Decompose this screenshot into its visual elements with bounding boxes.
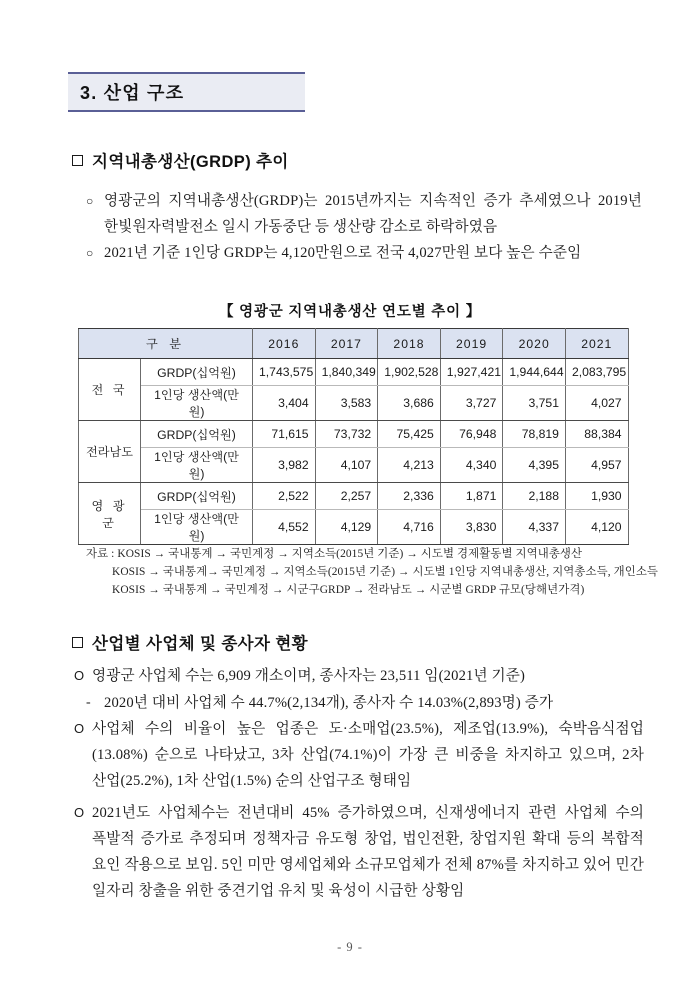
dash-bullet-icon: - xyxy=(86,695,91,710)
table-cell: 4,337 xyxy=(503,510,566,545)
table-cell: 4,716 xyxy=(378,510,441,545)
circle-bullet-icon: ○ xyxy=(86,246,94,260)
business-paragraph-2 xyxy=(74,716,644,794)
source-line: KOSIS → 국내통계→ 국민계정 → 지역소득(2015년 기준) → 시도별 1인당 지역내총생산, 지역총소득, 개인소득 xyxy=(112,566,659,578)
table-cell: 3,982 xyxy=(253,448,316,483)
business-paragraph-1-text: 영광군 사업체 수는 6,909 개소이며, 종사자는 23,511 임(2021년 기준) xyxy=(92,668,526,684)
table-cell: 1,944,644 xyxy=(503,359,566,386)
table-cell: 1,871 xyxy=(440,483,503,510)
table-row xyxy=(79,448,629,483)
table-row xyxy=(79,510,629,545)
table-rowgroup-label: 전 국 xyxy=(79,359,141,421)
grdp-table-head xyxy=(79,329,629,359)
table-cell: 1,840,349 xyxy=(315,359,378,386)
table-cell: 4,957 xyxy=(565,448,628,483)
square-bullet-icon xyxy=(72,637,83,648)
grdp-paragraph-1-text: 영광군의 지역내총생산(GRDP)는 2015년까지는 지속적인 증가 추세였으나 2019년 한빛원자력발전소 일시 가동중단 등 생산량 감소로 하락하였음 xyxy=(104,193,642,235)
table-cell: 4,027 xyxy=(565,386,628,421)
table-cell: 4,395 xyxy=(503,448,566,483)
table-header-year: 2020 xyxy=(503,329,566,359)
table-cell: 1,927,421 xyxy=(440,359,503,386)
table-item-label: 1인당 생산액(만원) xyxy=(141,386,253,421)
table-cell: 3,727 xyxy=(440,386,503,421)
business-paragraph-2-text: 사업체 수의 비율이 높은 업종은 도·소매업(23.5%), 제조업(13.9%), 숙박음식점업(13.08%) 순으로 나타났고, 3차 산업(74.1%)이 가장 큰 비중을 차지하고 있으며, 2차 산업(25.2%), 1차 산업(1.5%) 순의 산업구조 형태임 xyxy=(92,721,644,789)
business-paragraph-1 xyxy=(74,663,644,689)
table-cell: 78,819 xyxy=(503,421,566,448)
table-cell: 73,732 xyxy=(315,421,378,448)
table-cell: 1,930 xyxy=(565,483,628,510)
subheading-grdp xyxy=(72,148,289,172)
table-cell: 2,522 xyxy=(253,483,316,510)
table-rowgroup-label: 전라남도 xyxy=(79,421,141,483)
source-note xyxy=(86,545,659,599)
table-cell: 3,583 xyxy=(315,386,378,421)
circle-bullet-icon: O xyxy=(74,805,85,820)
table-cell: 75,425 xyxy=(378,421,441,448)
table-row xyxy=(79,386,629,421)
table-row xyxy=(79,359,629,386)
table-row xyxy=(79,483,629,510)
table-cell: 2,083,795 xyxy=(565,359,628,386)
grdp-table-wrapper xyxy=(78,328,628,545)
subheading-business-label: 산업별 사업체 및 종사자 현황 xyxy=(92,635,309,653)
business-paragraph-3-text: 2021년도 사업체수는 전년대비 45% 증가하였으며, 신재생에너지 관련 사업체 수의 폭발적 증가로 추정되며 정책자금 유도형 창업, 법인전환, 창업지원 확대 등의 복합적 요인 작용으로 보임. 5인 미만 영세업체와 소규모업체가 전체 87%를 차지하고 있어 민간 일자리 창출을 위한 중견기업 유치 및 육성이 시급한 상황임 xyxy=(92,805,644,899)
table-cell: 3,751 xyxy=(503,386,566,421)
table-cell: 4,129 xyxy=(315,510,378,545)
table-cell: 1,743,575 xyxy=(253,359,316,386)
table-cell: 3,830 xyxy=(440,510,503,545)
table-row xyxy=(79,421,629,448)
table-cell: 71,615 xyxy=(253,421,316,448)
table-cell: 4,552 xyxy=(253,510,316,545)
source-line: KOSIS → 국내통계 → 국민계정 → 시군구GRDP → 전라남도 → 시군별 GRDP 규모(당해년가격) xyxy=(112,584,585,596)
square-bullet-icon xyxy=(72,155,83,166)
table-rowgroup-label: 영 광 군 xyxy=(79,483,141,545)
table-header-year: 2018 xyxy=(378,329,441,359)
business-paragraph-3 xyxy=(74,800,644,904)
table-cell: 3,404 xyxy=(253,386,316,421)
table-item-label: GRDP(십억원) xyxy=(141,359,253,386)
table-item-label: 1인당 생산액(만원) xyxy=(141,448,253,483)
table-cell: 1,902,528 xyxy=(378,359,441,386)
table-header-year: 2021 xyxy=(565,329,628,359)
table-header-year: 2016 xyxy=(253,329,316,359)
source-line: 자료 : KOSIS → 국내통계 → 국민계정 → 지역소득(2015년 기준) → 시도별 경제활동별 지역내총생산 xyxy=(86,548,583,560)
grdp-table-body xyxy=(79,359,629,545)
grdp-paragraph-2 xyxy=(86,240,642,266)
table-header-year: 2017 xyxy=(315,329,378,359)
table-header-gubun: 구 분 xyxy=(79,329,253,359)
grdp-table xyxy=(78,328,629,545)
subheading-grdp-label: 지역내총생산(GRDP) 추이 xyxy=(92,153,289,171)
business-paragraph-1-sub-text: 2020년 대비 사업체 수 44.7%(2,134개), 종사자 수 14.03%(2,893명) 증가 xyxy=(104,695,554,711)
subheading-business xyxy=(72,630,308,654)
grdp-paragraph-2-text: 2021년 기준 1인당 GRDP는 4,120만원으로 전국 4,027만원 보다 높은 수준임 xyxy=(104,245,582,261)
table-item-label: GRDP(십억원) xyxy=(141,421,253,448)
table-title: 【 영광군 지역내총생산 연도별 추이 】 xyxy=(218,304,482,320)
grdp-paragraph-1 xyxy=(86,188,642,240)
circle-bullet-icon: O xyxy=(74,721,85,736)
business-paragraph-1-sub xyxy=(86,690,642,716)
table-item-label: GRDP(십억원) xyxy=(141,483,253,510)
table-cell: 2,336 xyxy=(378,483,441,510)
table-header-year: 2019 xyxy=(440,329,503,359)
section-heading-text: 3. 산업 구조 xyxy=(80,83,185,103)
table-item-label: 1인당 생산액(만원) xyxy=(141,510,253,545)
table-cell: 4,213 xyxy=(378,448,441,483)
table-cell: 2,257 xyxy=(315,483,378,510)
table-cell: 88,384 xyxy=(565,421,628,448)
page-number: - 9 - xyxy=(337,940,363,954)
table-cell: 4,120 xyxy=(565,510,628,545)
section-heading-banner xyxy=(68,72,305,112)
table-header-row xyxy=(79,329,629,359)
circle-bullet-icon: ○ xyxy=(86,194,94,208)
table-cell: 4,340 xyxy=(440,448,503,483)
circle-bullet-icon: O xyxy=(74,668,85,683)
table-cell: 3,686 xyxy=(378,386,441,421)
table-cell: 4,107 xyxy=(315,448,378,483)
table-cell: 2,188 xyxy=(503,483,566,510)
table-cell: 76,948 xyxy=(440,421,503,448)
